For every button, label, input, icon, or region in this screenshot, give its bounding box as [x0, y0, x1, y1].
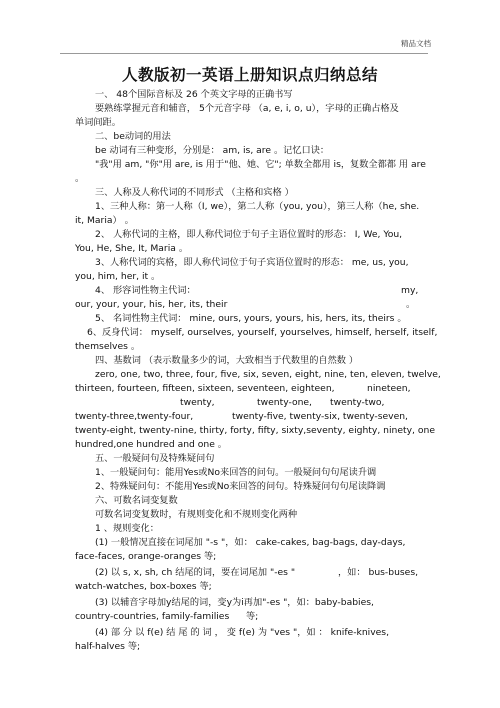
text-fragment: twenty-one,	[257, 397, 312, 408]
text-fragment: ，如： bus-buses,	[338, 567, 419, 578]
text-line: You, He, She, It, Maria 。	[75, 243, 189, 254]
text-line: face-faces, orange-oranges 等;	[75, 551, 217, 562]
text-line: 3、人称代词的宾格，即人称代词位于句子宾语位置时的形态： me, us, you,	[95, 257, 409, 268]
text-line: thirteen, fourteen, fifteen, sixteen, seventeen, eighteen,	[75, 383, 335, 394]
text-line: twenty-three,twenty-four,	[75, 411, 194, 422]
text-line: 2、 人称代词的主格，即人称代词位于句子主语位置时的形态： I, We, You,	[95, 229, 403, 240]
text-fragment: twenty-five, twenty-six, twenty-seven,	[232, 411, 408, 422]
text-fragment: twenty,	[180, 397, 215, 408]
text-line: (3) 以辅音字母加y结尾的词，变y为i再加"-es "，如：baby-babies,	[95, 597, 374, 608]
text-line: 2、特殊疑问句：不能用Yes或No来回答的问句。特殊疑问句句尾读降调	[95, 481, 386, 492]
section-heading: 四、基数词 （表示数量多少的词，大致相当于代数里的自然数 ）	[95, 355, 359, 366]
text-line: you, him, her, it 。	[75, 271, 161, 282]
text-line: it, Maria） 。	[75, 215, 134, 226]
text-line: 6、反身代词： myself, ourselves, yourself, yourselves, himself, herself, itself,	[87, 327, 438, 338]
text-line: be 动词有三种变形，分别是： am, is, are 。记忆口诀：	[95, 145, 330, 156]
section-heading: 二、be动词的用法	[95, 131, 171, 142]
section-heading: 六、可数名词变复数	[95, 495, 178, 506]
section-heading: 一、 48个国际音标及 26 个英文字母的正确书写	[95, 89, 293, 100]
text-line: 1、三种人称：第一人称（I, we），第二人称（you, you），第三人称（he, she.	[95, 201, 420, 212]
header-tag: 精品文档	[401, 39, 431, 48]
section-heading: 三、人称及人称代词的不同形式 （主格和宾格 ）	[95, 187, 294, 198]
text-fragment: 等;	[246, 611, 259, 622]
text-line: 单词间距。	[75, 117, 121, 128]
header-divider	[60, 53, 428, 54]
text-line: twenty-eight, twenty-nine, thirty, forty, fifty, sixty,seventy, eighty, ninety, one	[75, 425, 435, 436]
text-line: country-countries, family-families	[75, 611, 230, 622]
text-line: themselves 。	[75, 341, 141, 352]
text-line: "我"用 am, "你"用 are, is 用于"他、她、它"; 单数全都用 is，复数全都都 用 are	[95, 159, 426, 170]
text-fragment: nineteen,	[367, 383, 411, 394]
text-line: 1、一般疑问句：能用Yes或No来回答的问句。一般疑问句句尾读升调	[95, 467, 377, 478]
text-line: 4、 形容词性物主代词：	[95, 285, 196, 296]
text-line: 5、 名词性物主代词： mine, ours, yours, yours, his, hers, its, theirs 。	[95, 313, 407, 324]
text-line: 。	[75, 173, 85, 184]
text-line: hundred,one hundred and one 。	[75, 439, 227, 450]
text-fragment: my,	[401, 285, 419, 296]
text-line: (1) 一般情况直接在词尾加 "-s "，如： cake-cakes, bag-bags, day-days,	[95, 537, 406, 548]
text-line: 1 、规则变化：	[95, 523, 159, 534]
text-line: watch-watches, box-boxes 等;	[75, 581, 212, 592]
text-line: (2) 以 s, x, sh, ch 结尾的词，要在词尾加 "-es "	[95, 567, 296, 578]
page-title: 人教版初一英语上册知识点归纳总结	[121, 66, 378, 84]
text-line: our, your, your, his, her, its, their	[75, 299, 228, 310]
text-line: 要熟练掌握元音和辅音， 5个元音字母 （a, e, i, o, u），字母的正确占格及	[95, 103, 399, 114]
section-heading: 五、一般疑问句及特殊疑问句	[95, 453, 215, 464]
text-fragment: twenty-two,	[330, 397, 385, 408]
text-line: (4) 部 分 以 f(e) 结 尾 的 词 ， 变 f(e) 为 "ves "，如 ： knife-knives,	[95, 627, 390, 638]
text-line: 可数名词变复数时，有规则变化和不规则变化两种	[95, 509, 298, 520]
text-line: zero, one, two, three, four, five, six, seven, eight, nine, ten, eleven, twelve,	[95, 369, 441, 380]
text-line: half-halves 等;	[75, 641, 141, 652]
text-fragment: 。	[406, 299, 416, 310]
